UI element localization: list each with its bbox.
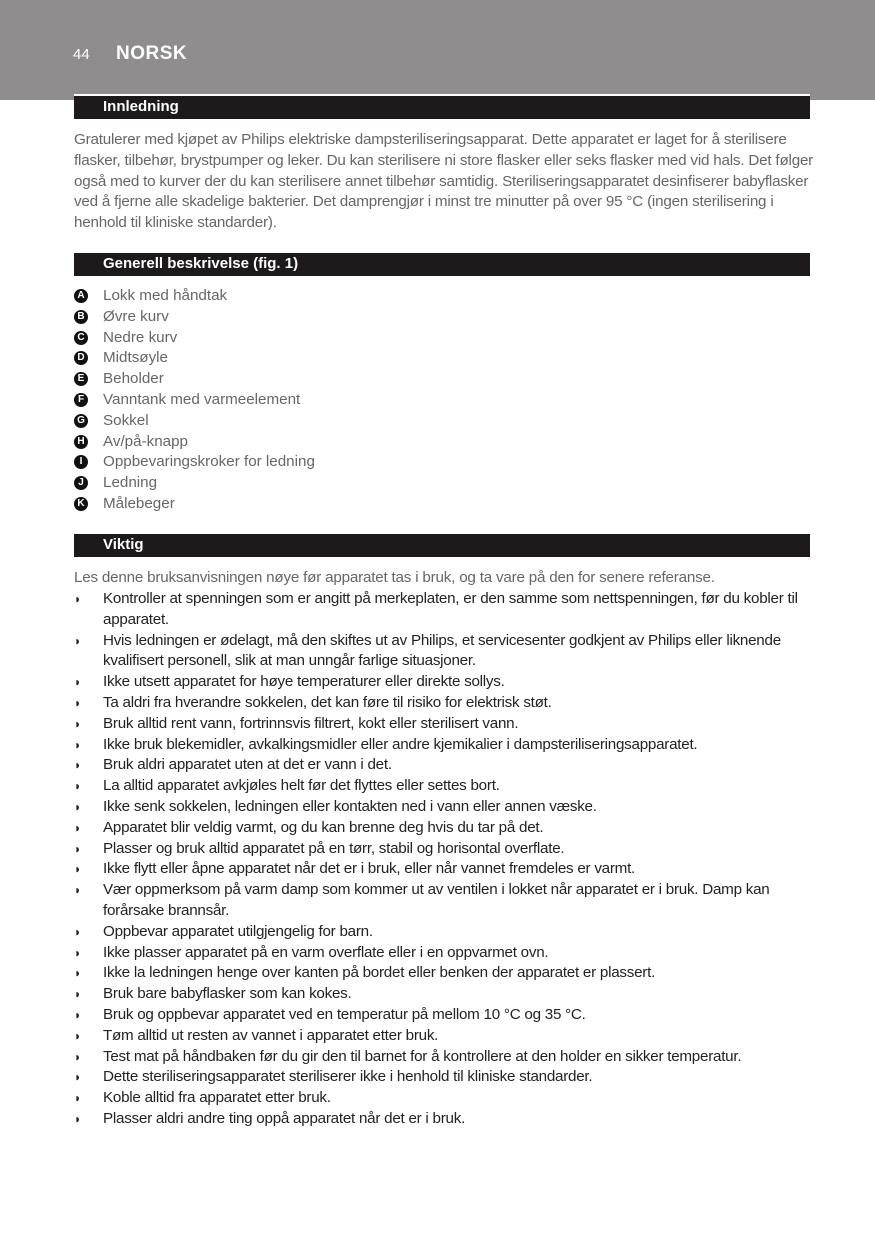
- section-bar-important: [74, 532, 810, 557]
- list-item: [74, 714, 814, 735]
- list-item: [74, 672, 814, 693]
- list-item: [74, 839, 814, 860]
- list-item: [74, 307, 814, 328]
- list-item: [74, 452, 814, 473]
- letter-badge-icon: G: [74, 414, 88, 428]
- warning-text: Tøm alltid ut resten av vannet i apparatet etter bruk.: [103, 1026, 439, 1044]
- warning-text: Ikke bruk blekemidler, avkalkingsmidler eller andre kjemikalier i dampsteriliseringsapparatet.: [103, 735, 698, 753]
- letter-badge-icon: A: [74, 289, 88, 303]
- list-item: [74, 693, 814, 714]
- list-item: [74, 859, 814, 880]
- bullet-icon: ◗: [74, 1049, 81, 1064]
- section-bar-intro: [74, 94, 810, 119]
- warning-text: Dette steriliseringsapparatet steriliserer ikke i henhold til kliniske standarder.: [103, 1068, 593, 1086]
- list-item: [74, 880, 814, 922]
- list-item: [74, 1026, 814, 1047]
- warnings-list: [74, 589, 814, 1130]
- bullet-icon: ◗: [74, 1028, 81, 1043]
- list-item: [74, 963, 814, 984]
- list-item: [74, 328, 814, 349]
- bullet-icon: ◗: [74, 1070, 81, 1085]
- list-item: [74, 286, 814, 307]
- important-intro: Les denne bruksanvisningen nøye før apparatet tas i bruk, og ta vare på den for senere referanse.: [74, 569, 715, 586]
- list-item: [74, 473, 814, 494]
- letter-badge-icon: J: [74, 476, 88, 490]
- bullet-icon: ◗: [74, 779, 81, 794]
- language-heading: NORSK: [116, 43, 188, 64]
- part-label: Ledning: [103, 474, 158, 492]
- warning-text: Bruk alltid rent vann, fortrinnsvis filtrert, kokt eller sterilisert vann.: [103, 714, 519, 732]
- bullet-icon: ◗: [74, 841, 81, 856]
- warning-text: Vær oppmerksom på varm damp som kommer ut av ventilen i lokket når apparatet er i bruk. Damp kan forårsake brannsår.: [103, 881, 770, 919]
- warning-text: Ikke senk sokkelen, ledningen eller kontakten ned i vann eller annen væske.: [103, 797, 597, 815]
- list-item: [74, 922, 814, 943]
- list-item: [74, 797, 814, 818]
- list-item: [74, 589, 814, 631]
- bullet-icon: ◗: [74, 799, 81, 814]
- bullet-icon: ◗: [74, 1007, 81, 1022]
- part-label: Målebeger: [103, 494, 175, 512]
- bullet-icon: ◗: [74, 862, 81, 877]
- list-item: [74, 1109, 814, 1130]
- list-item: [74, 390, 814, 411]
- section-bar-description: [74, 251, 810, 276]
- list-item: [74, 1088, 814, 1109]
- list-item: [74, 432, 814, 453]
- warning-text: Plasser aldri andre ting oppå apparatet når det er i bruk.: [103, 1109, 466, 1127]
- list-item: [74, 411, 814, 432]
- warning-text: Ikke la ledningen henge over kanten på bordet eller benken der apparatet er plassert.: [103, 964, 656, 982]
- warning-text: Ikke utsett apparatet for høye temperaturer eller direkte sollys.: [103, 673, 505, 691]
- list-item: [74, 1005, 814, 1026]
- warning-text: Hvis ledningen er ødelagt, må den skiftes ut av Philips, et servicesenter godkjent av Philips eller liknende kvalifisert personell, slik at man unngår farlige situasjoner.: [103, 631, 781, 670]
- part-label: Oppbevaringskroker for ledning: [103, 453, 315, 471]
- bullet-icon: ◗: [74, 695, 81, 710]
- list-item: [74, 943, 814, 964]
- warning-text: Test mat på håndbaken før du gir den til barnet for å kontrollere at den holder en sikker temperatur.: [103, 1047, 742, 1065]
- bullet-icon: ◗: [74, 820, 81, 835]
- section-title: Generell beskrivelse (fig. 1): [103, 255, 299, 272]
- part-label: Beholder: [103, 370, 164, 388]
- warning-text: Kontroller at spenningen som er angitt på merkeplaten, er den samme som nettspenningen, før du kobler til apparatet.: [103, 590, 798, 628]
- list-item: [74, 348, 814, 369]
- part-label: Lokk med håndtak: [103, 287, 228, 304]
- letter-badge-icon: B: [74, 310, 88, 324]
- section-title: Innledning: [103, 98, 179, 115]
- bullet-icon: ◗: [74, 675, 81, 690]
- bullet-icon: ◗: [74, 1111, 81, 1126]
- bullet-icon: ◗: [74, 883, 81, 898]
- list-item: [74, 494, 814, 515]
- bullet-icon: ◗: [74, 592, 81, 606]
- list-item: [74, 369, 814, 390]
- list-item: [74, 1047, 814, 1068]
- part-label: Midtsøyle: [103, 349, 168, 367]
- bullet-icon: ◗: [74, 1091, 81, 1106]
- part-label: Sokkel: [103, 411, 149, 429]
- list-item: [74, 1067, 814, 1088]
- intro-paragraph: Gratulerer med kjøpet av Philips elektriske dampsteriliseringsapparat. Dette apparatet er laget for å sterilisere flasker, tilbehør, brystpumper og leker. Du kan sterilisere ni store flasker eller seks flasker med vid hals. Det følger også med to kurver der du kan sterilisere annet tilbehør samtidig. Steriliseringsapparatet desinfiserer babyflasker ved å fjerne alle skadelige bakterier. Det damprengjør i minst tre minutter på over 95 °C (ingen sterilisering i henhold til kliniske standarder).: [74, 131, 814, 232]
- list-item: [74, 631, 814, 673]
- letter-badge-icon: C: [74, 331, 88, 345]
- bullet-icon: ◗: [74, 716, 81, 731]
- bullet-icon: ◗: [74, 987, 81, 1002]
- part-label: Av/på-knapp: [103, 432, 188, 450]
- letter-badge-icon: E: [74, 372, 88, 386]
- warning-text: Bruk aldri apparatet uten at det er vann i det.: [103, 756, 392, 774]
- warning-text: Ta aldri fra hverandre sokkelen, det kan føre til risiko for elektrisk støt.: [103, 693, 552, 711]
- bullet-icon: ◗: [74, 966, 81, 981]
- part-label: Nedre kurv: [103, 328, 178, 346]
- warning-text: La alltid apparatet avkjøles helt før det flyttes eller settes bort.: [103, 777, 500, 795]
- letter-badge-icon: K: [74, 497, 88, 511]
- warning-text: Plasser og bruk alltid apparatet på en tørr, stabil og horisontal overflate.: [103, 839, 565, 857]
- bullet-icon: ◗: [74, 924, 81, 939]
- warning-text: Ikke plasser apparatet på en varm overflate eller i en oppvarmet ovn.: [103, 943, 549, 961]
- part-label: Øvre kurv: [103, 307, 169, 325]
- bullet-icon: ◗: [74, 945, 81, 960]
- warning-text: Ikke flytt eller åpne apparatet når det er i bruk, eller når vannet fremdeles er varmt.: [103, 860, 636, 878]
- letter-badge-icon: D: [74, 351, 88, 365]
- letter-badge-icon: H: [74, 435, 88, 449]
- warning-text: Koble alltid fra apparatet etter bruk.: [103, 1089, 331, 1107]
- list-item: [74, 735, 814, 756]
- letter-badge-icon: I: [74, 455, 88, 469]
- bullet-icon: ◗: [74, 633, 81, 648]
- warning-text: Bruk bare babyflasker som kan kokes.: [103, 985, 352, 1003]
- bullet-icon: ◗: [74, 737, 81, 752]
- warning-text: Oppbevar apparatet utilgjengelig for barn.: [103, 922, 373, 940]
- part-label: Vanntank med varmeelement: [103, 390, 301, 408]
- list-item: [74, 984, 814, 1005]
- warning-text: Apparatet blir veldig varmt, og du kan brenne deg hvis du tar på det.: [103, 818, 544, 836]
- list-item: [74, 776, 814, 797]
- letter-badge-icon: F: [74, 393, 88, 407]
- section-title: Viktig: [103, 536, 144, 553]
- bullet-icon: ◗: [74, 758, 81, 773]
- warning-text: Bruk og oppbevar apparatet ved en temperatur på mellom 10 °C og 35 °C.: [103, 1005, 586, 1023]
- list-item: [74, 818, 814, 839]
- parts-list: [74, 286, 814, 515]
- list-item: [74, 755, 814, 776]
- page-number: 44: [73, 46, 90, 63]
